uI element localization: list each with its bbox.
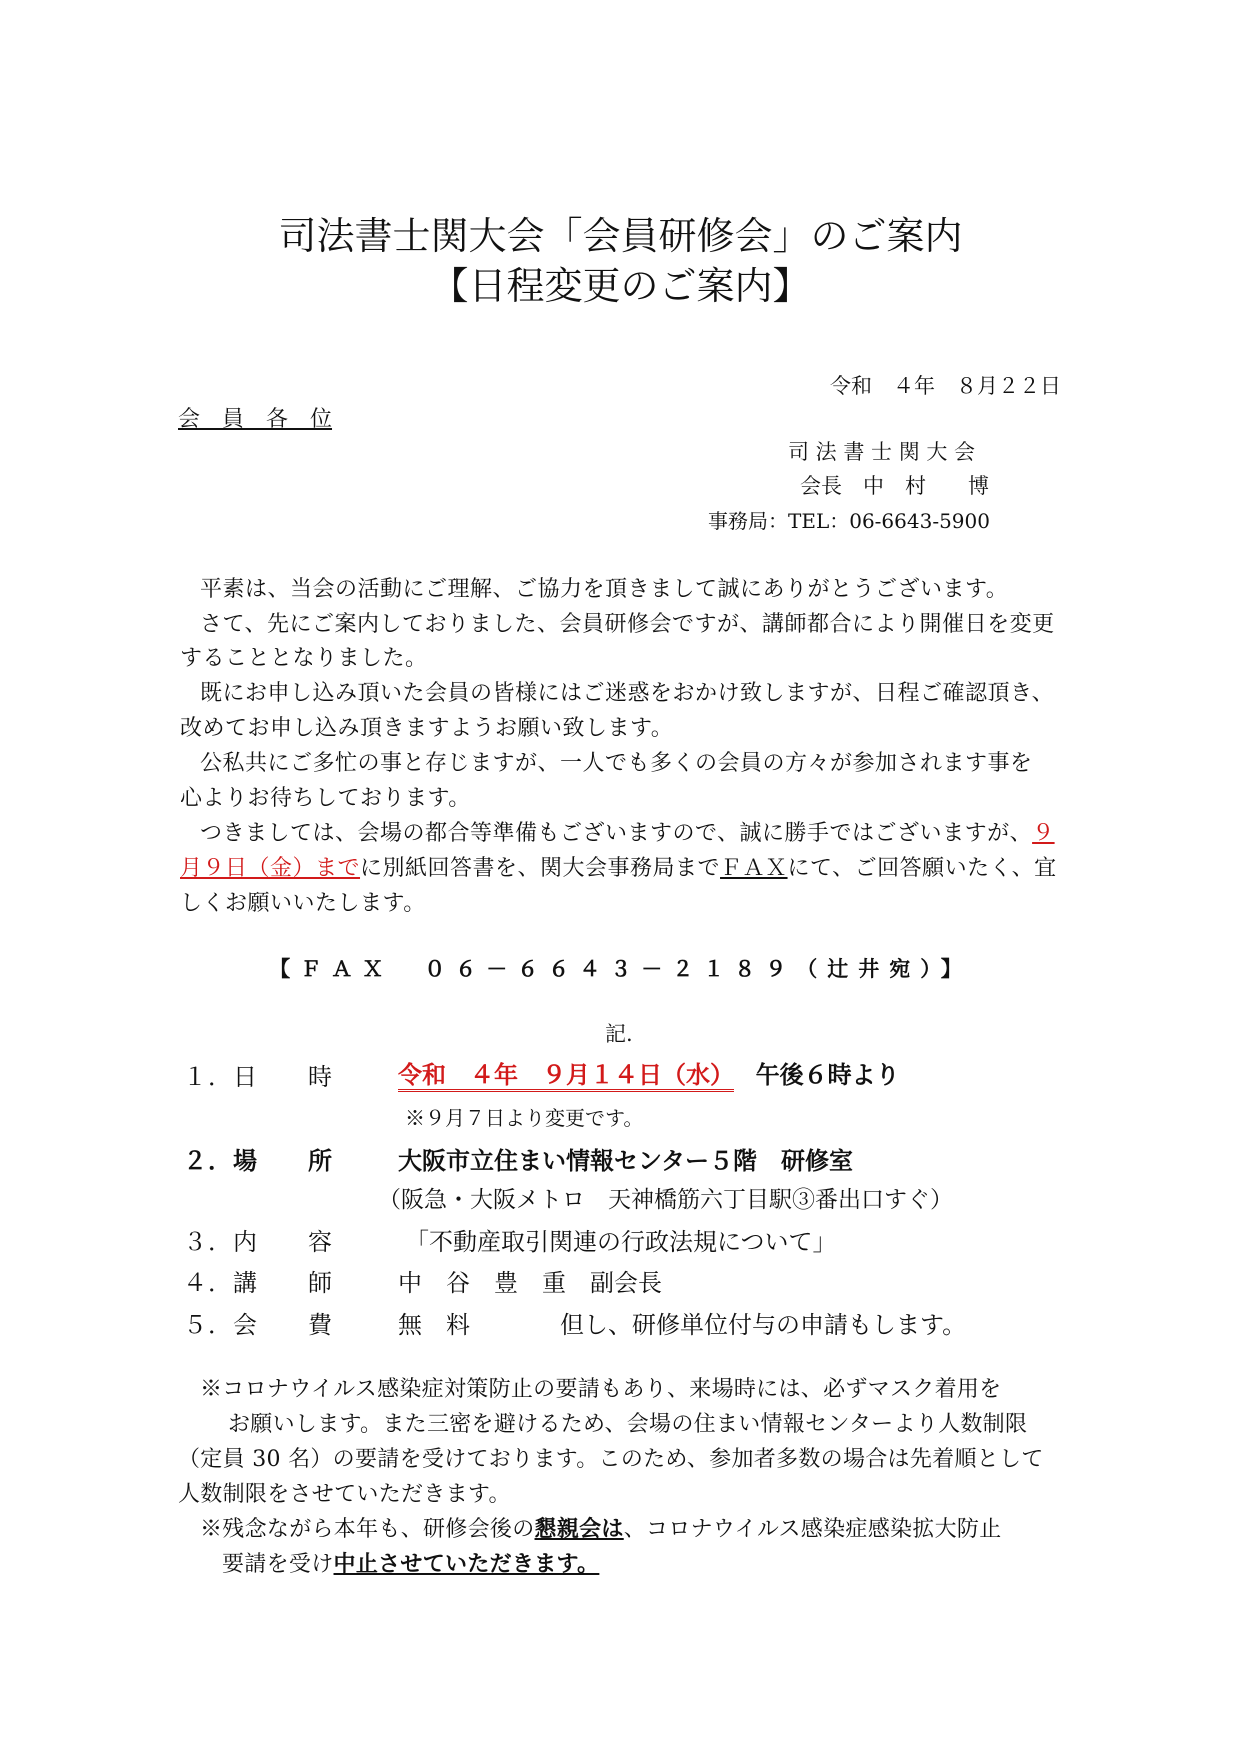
fax-word: ＦＡＸ	[720, 856, 788, 881]
body-p5-line1-text: つきましては、会場の都合等準備もございますので、誠に勝手ではございますが、	[200, 821, 1033, 846]
sender-org: 司 法 書 士 関 大 会	[788, 440, 976, 464]
note1-line3: （定員 30 名）の要請を受けております。このため、参加者多数の場合は先着順として	[178, 1447, 1044, 1472]
deadline-part2: 月９日（金）まで	[180, 856, 361, 881]
page-subtitle: 【日程変更のご案内】	[430, 264, 811, 308]
body-p2-line2: することとなりました。	[180, 646, 428, 671]
body-p2-line1: さて、先にご案内しておりました、会員研修会ですが、講師都合により開催日を変更	[200, 612, 1055, 637]
addressee: 会 員 各 位	[178, 407, 333, 432]
note2-line1	[200, 1512, 1002, 1543]
body-p1: 平素は、当会の活動にご理解、ご協力を頂きまして誠にありがとうございます。	[200, 577, 1009, 602]
item-content-value: 「不動産取引関連の行政法規について」	[405, 1228, 837, 1256]
item-fee-value: 無 料	[398, 1311, 470, 1339]
note2-text-c: 、コロナウイルス感染症感染拡大防止	[623, 1517, 1002, 1542]
note1-line2: お願いします。また三密を避けるため、会場の住まい情報センターより人数制限	[228, 1412, 1028, 1437]
item-lecturer-value: 中 谷 豊 重 副会長	[398, 1269, 662, 1297]
ki-marker: 記.	[605, 1022, 633, 1046]
note1-line4: 人数制限をさせていただきます。	[178, 1482, 511, 1507]
body-p5-line3: しくお願いいたします。	[180, 891, 426, 916]
body-p4-line2: 心よりお待ちしております。	[180, 786, 471, 811]
body-p5-line1	[200, 816, 1055, 847]
item-venue-label: ２．場 所	[183, 1147, 333, 1175]
event-date: 令和 ４年 ９月１４日（水）	[398, 1061, 734, 1092]
note2-social-gathering: 懇親会は	[534, 1517, 624, 1542]
body-p5-line2-tail: にて、ご回答願いたく、宜	[787, 856, 1057, 881]
item-venue-value: 大阪市立住まい情報センター５階 研修室	[398, 1147, 854, 1175]
item-content-label: ３．内 容	[183, 1228, 333, 1256]
body-p4-line1: 公私共にご多忙の事と存じますが、一人でも多くの会員の方々が参加されます事を	[200, 751, 1033, 776]
sender-office: 事務局：TEL：06-6643-5900	[708, 509, 990, 533]
item-datetime-note: ※９月７日より変更です。	[405, 1106, 644, 1130]
note2-cancelled: 中止させていただきます。	[333, 1552, 600, 1577]
issue-date: 令和 ４年 ８月２２日	[830, 374, 1061, 398]
body-p3-line2: 改めてお申し込み頂きますようお願い致します。	[180, 716, 674, 741]
page-title: 司法書士関大会「会員研修会」のご案内	[278, 214, 963, 258]
event-time: 午後６時より	[755, 1061, 900, 1089]
item-fee-extra: 但し、研修単位付与の申請もします。	[560, 1311, 967, 1339]
body-p3-line1: 既にお申し込み頂いた会員の皆様にはご迷惑をおかけ致しますが、日程ご確認頂き、	[200, 681, 1055, 706]
deadline-part1: ９	[1032, 821, 1055, 846]
item-lecturer-label: ４．講 師	[183, 1269, 333, 1297]
item-datetime-label: １．日 時	[183, 1063, 333, 1091]
item-datetime-value	[398, 1055, 900, 1090]
body-p5-line2	[180, 851, 1057, 882]
fax-number: 【ＦＡＸ ０６－６６４３－２１８９（辻井宛）】	[269, 957, 972, 981]
item-venue-note: （阪急・大阪メトロ 天神橋筋六丁目駅③番出口すぐ）	[378, 1187, 953, 1213]
body-p5-line2-text: に別紙回答書を、関大会事務局まで	[360, 856, 721, 881]
item-fee-label: ５．会 費	[183, 1311, 333, 1339]
sender-president: 会長 中 村 博	[800, 474, 989, 498]
note2-text-a: ※残念ながら本年も、研修会後の	[200, 1517, 535, 1542]
note2-line2	[222, 1547, 599, 1578]
note2-line2-text: 要請を受け	[222, 1552, 334, 1577]
note1-line1: ※コロナウイルス感染症対策防止の要請もあり、来場時には、必ずマスク着用を	[200, 1377, 1002, 1402]
